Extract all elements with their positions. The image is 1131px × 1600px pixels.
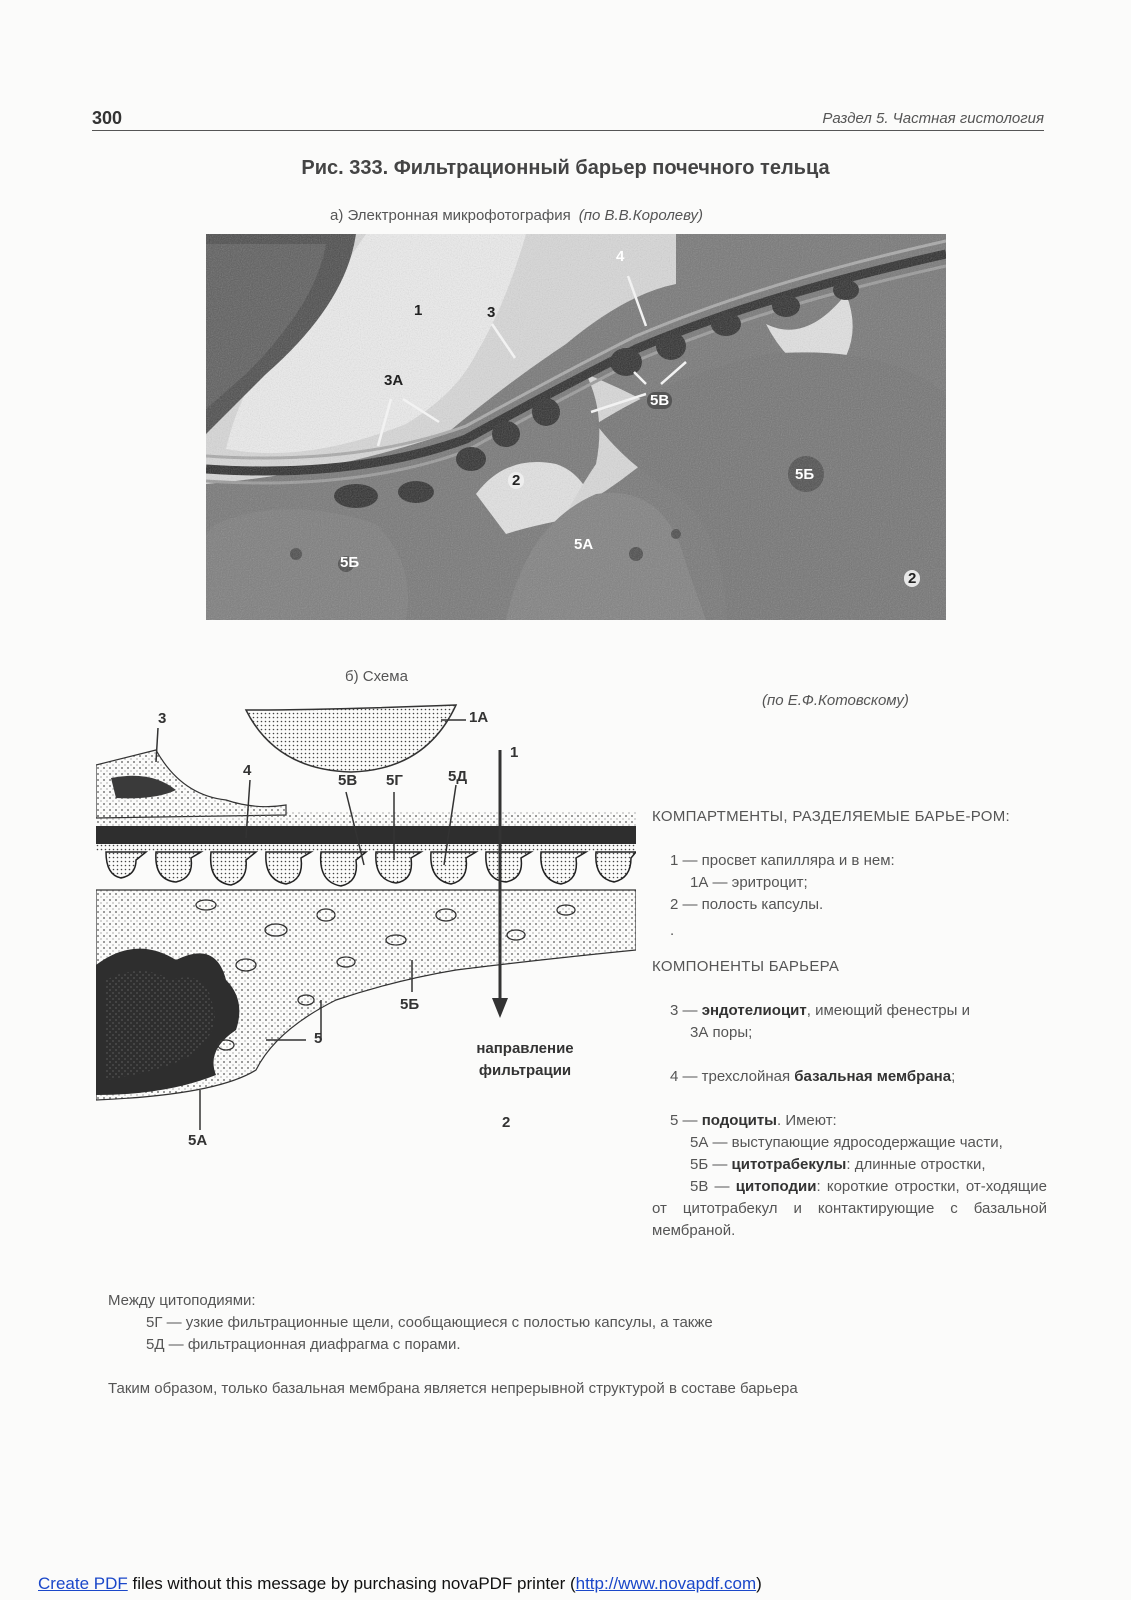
photo-label-5b-left: 5Б — [340, 554, 360, 571]
scheme-label-1a: 1А — [469, 709, 489, 726]
micrograph-drawing — [206, 234, 946, 620]
scheme-label-1: 1 — [510, 744, 519, 761]
legend-item-1a: 1А — эритроцит; — [690, 874, 808, 891]
scheme-label-2: 2 — [502, 1114, 511, 1131]
legend-item-4-term: базальная мембрана — [794, 1068, 952, 1085]
photo-label-3a: 3А — [384, 372, 404, 389]
legend-item-4 — [652, 1066, 1047, 1088]
scheme-label-5d: 5Д — [448, 768, 468, 785]
legend-item-2: 2 — полость капсулы. — [670, 896, 824, 913]
footer-text-1: files without this message by purchasing novaPDF printer ( — [127, 1574, 576, 1593]
direction-line1: направление — [476, 1040, 574, 1057]
legend-item-5 — [652, 1110, 1047, 1132]
legend-item-4-prefix: 4 — трехслойная — [670, 1068, 791, 1085]
scheme-label-5g: 5Г — [386, 772, 403, 789]
photo-label-5v: 5В — [647, 392, 672, 409]
legend-item-1: 1 — просвет капилляра и в нем: — [670, 852, 895, 869]
bottom-item-5d: 5Д — фильтрационная диафрагма с порами. — [146, 1336, 461, 1353]
legend-item-3 — [652, 1000, 1047, 1022]
scheme-label-3: 3 — [158, 710, 167, 727]
scheme-label-5a: 5А — [188, 1132, 208, 1149]
direction-line2: фильтрации — [478, 1062, 572, 1079]
components-title: КОМПОНЕНТЫ БАРЬЕРА — [652, 958, 840, 975]
conclusion: Таким образом, только базальная мембрана является непрерывной структурой в составе барьера — [108, 1380, 798, 1397]
legend-item-5v-rest: : короткие отростки, от-ходящие от цитотрабекул и контактирующие с базальной мембраной. — [652, 1178, 1047, 1239]
legend-item-5-term: подоциты — [701, 1112, 777, 1129]
legend-item-5b-rest: : длинные отростки, — [846, 1156, 986, 1173]
scheme-label-4: 4 — [243, 762, 252, 779]
scheme-author: (по Е.Ф.Котовскому) — [762, 692, 909, 709]
scheme-drawing — [96, 700, 636, 1190]
legend-item-5v — [652, 1176, 1047, 1242]
legend-item-5b-prefix: 5Б — — [690, 1156, 728, 1173]
photo-label-5b-right: 5Б — [795, 466, 815, 483]
legend-item-3-term: эндотелиоцит — [701, 1002, 807, 1019]
legend-item-5v-term: цитоподии — [735, 1178, 817, 1195]
bottom-text — [108, 1290, 1048, 1400]
legend-item-5-rest: . Имеют: — [777, 1112, 837, 1129]
legend-item-5v-prefix: 5В — — [690, 1178, 730, 1195]
barrier-scheme — [96, 700, 636, 1190]
legend-item-5b-term: цитотрабекулы — [731, 1156, 847, 1173]
legend-item-3-rest: , имеющий фенестры и — [806, 1002, 970, 1019]
photo-label-5a: 5А — [574, 536, 594, 553]
section-title: Раздел 5. Частная гистология — [822, 110, 1044, 127]
novapdf-link[interactable]: http://www.novapdf.com — [575, 1574, 757, 1593]
create-pdf-link[interactable]: Create PDF — [38, 1574, 128, 1593]
legend-item-4-rest: ; — [951, 1068, 956, 1085]
legend — [652, 806, 1047, 1242]
legend-item-3-prefix: 3 — — [670, 1002, 698, 1019]
pdf-footer — [38, 1574, 762, 1594]
photo-caption — [330, 207, 703, 224]
photo-label-1: 1 — [414, 302, 423, 319]
electron-micrograph — [206, 234, 946, 620]
compartments-title: КОМПАРТМЕНТЫ, РАЗДЕЛЯЕМЫЕ БАРЬЕ-РОМ: — [652, 808, 1010, 825]
footer-text-2: ) — [756, 1574, 762, 1593]
photo-author: (по В.В.Королеву) — [578, 207, 703, 224]
photo-caption-text: а) Электронная микрофотография — [330, 207, 571, 224]
legend-item-5b — [652, 1154, 1047, 1176]
photo-label-2: 2 — [508, 472, 524, 489]
legend-item-5-prefix: 5 — — [670, 1112, 698, 1129]
scheme-label-5b: 5Б — [400, 996, 420, 1013]
photo-label-2-right: 2 — [904, 570, 920, 587]
legend-item-3a: 3А поры; — [690, 1024, 753, 1041]
filtration-direction-label — [450, 1038, 600, 1082]
between-podia: Между цитоподиями: — [108, 1292, 256, 1309]
bottom-item-5g: 5Г — узкие фильтрационные щели, сообщающиеся с полостью капсулы, а также — [146, 1314, 713, 1331]
header-rule — [92, 130, 1044, 131]
photo-label-3: 3 — [487, 304, 496, 321]
scheme-label-5v: 5В — [338, 772, 358, 789]
scheme-caption: б) Схема — [345, 668, 408, 685]
legend-item-5a: 5А — выступающие ядросодержащие части, — [690, 1134, 1003, 1151]
figure-title: Рис. 333. Фильтрационный барьер почечного тельца — [301, 157, 830, 179]
page-number: 300 — [92, 108, 123, 128]
scheme-label-5: 5 — [314, 1030, 323, 1047]
legend-dot: . — [670, 922, 675, 939]
photo-label-4: 4 — [616, 248, 625, 265]
